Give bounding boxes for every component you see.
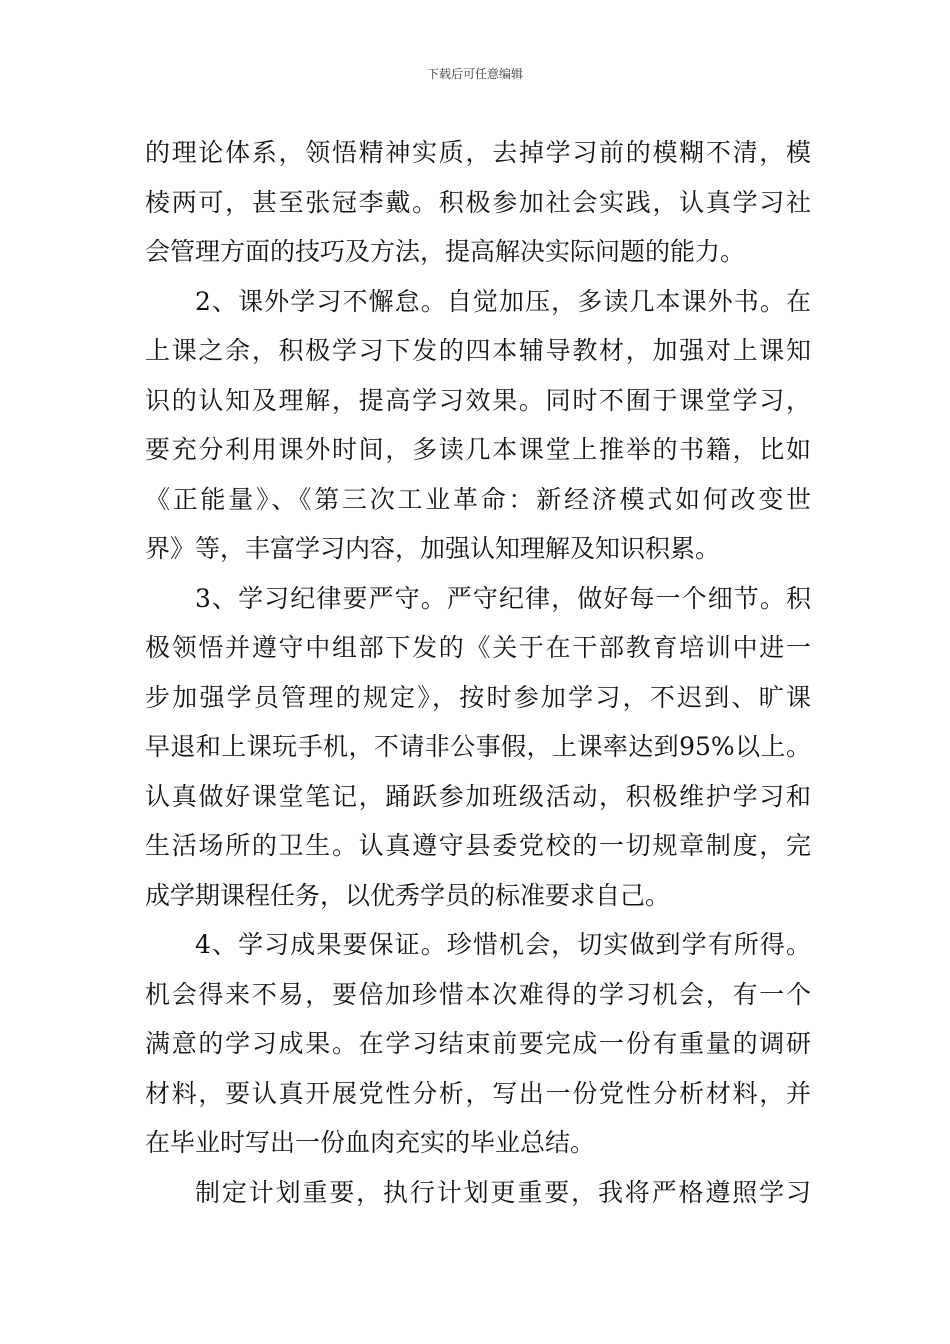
text-line: 的理论体系，领悟精神实质，去掉学习前的模糊不清，模 <box>145 138 811 167</box>
text-line: 极领悟并遵守中组部下发的《关于在干部教育培训中进一 <box>145 633 811 662</box>
text-line: 制定计划重要，执行计划更重要，我将严格遵照学习 <box>195 1177 811 1207</box>
text-line: 步加强学员管理的规定》，按时参加学习，不迟到、旷课 <box>145 682 811 712</box>
text-line: 满意的学习成果。在学习结束前要完成一份有重量的调研 <box>145 1029 811 1058</box>
text-line: 在毕业时写出一份血肉充实的毕业总结。 <box>145 1128 596 1157</box>
text-line: 4、学习成果要保证。珍惜机会，切实做到学有所得。 <box>195 930 811 959</box>
text-line: 要充分利用课外时间，多读几本课堂上推举的书籍，比如 <box>145 435 811 464</box>
text-line: 早退和上课玩手机，不请非公事假，上课率达到95%以上。 <box>145 732 811 761</box>
page-header: 下载后可任意编辑 <box>426 67 523 81</box>
text-line: 机会得来不易，要倍加珍惜本次难得的学习机会，有一个 <box>145 979 811 1009</box>
text-line: 上课之余，积极学习下发的四本辅导教材，加强对上课知 <box>145 336 811 365</box>
text-line: 会管理方面的技巧及方法，提高解决实际问题的能力。 <box>145 237 746 266</box>
text-line: 识的认知及理解，提高学习效果。同时不囿于课堂学习， <box>145 385 811 415</box>
document-body <box>145 128 811 1217</box>
text-line: 材料，要认真开展党性分析，写出一份党性分析材料，并 <box>145 1078 811 1108</box>
text-line: 成学期课程任务，以优秀学员的标准要求自己。 <box>145 880 671 910</box>
text-line: 2、课外学习不懈怠。自觉加压，多读几本课外书。在 <box>195 286 811 316</box>
text-line: 界》等，丰富学习内容，加强认知理解及知识积累。 <box>145 534 721 563</box>
text-line: 3、学习纪律要严守。严守纪律，做好每一个细节。积 <box>195 583 811 613</box>
text-line: 《正能量》、《第三次工业革命：新经济模式如何改变世 <box>145 484 811 514</box>
text-line: 认真做好课堂笔记，踊跃参加班级活动，积极维护学习和 <box>145 781 811 811</box>
text-line: 生活场所的卫生。认真遵守县委党校的一切规章制度，完 <box>145 831 811 860</box>
text-line: 棱两可，甚至张冠李戴。积极参加社会实践，认真学习社 <box>145 187 811 217</box>
